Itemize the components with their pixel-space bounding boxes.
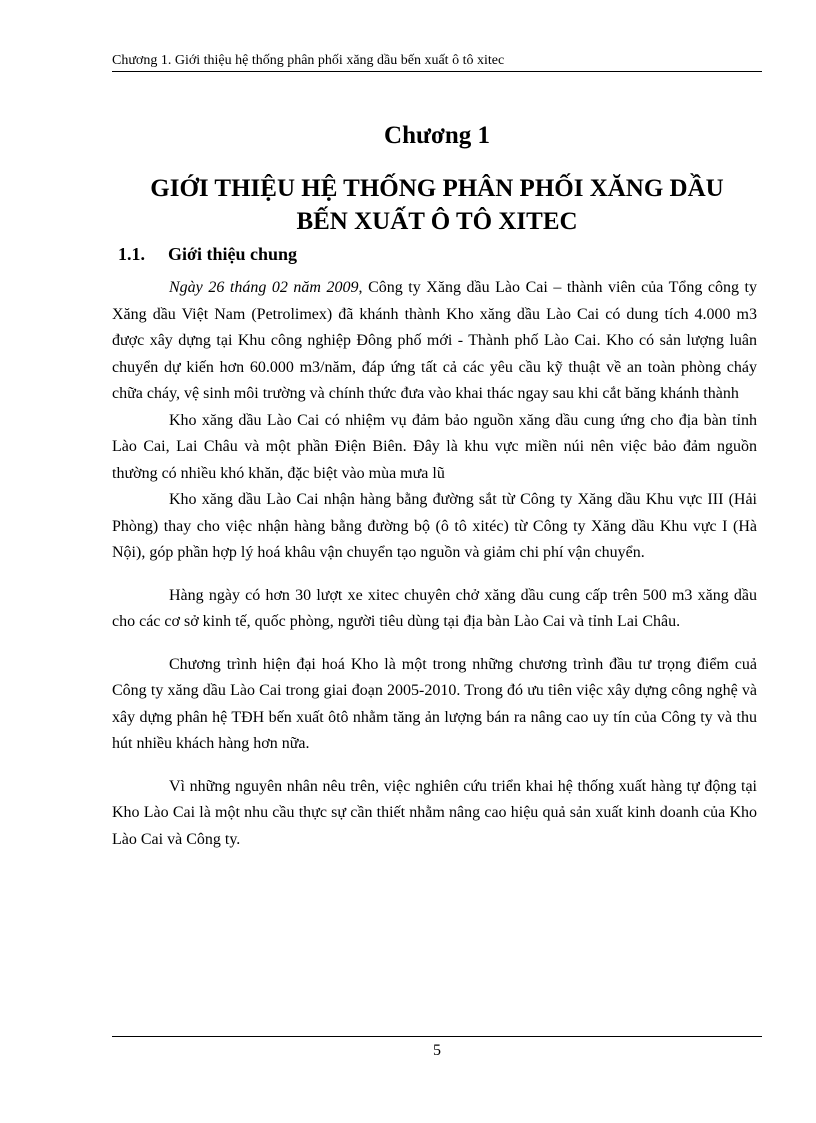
- chapter-title-line-1: GIỚI THIỆU HỆ THỐNG PHÂN PHỐI XĂNG DẦU: [150, 175, 724, 202]
- paragraph-1: [112, 275, 757, 408]
- chapter-number: Chương 1: [384, 122, 490, 149]
- running-header: Chương 1. Giới thiệu hệ thống phân phối xăng dầu bến xuất ô tô xitec: [112, 53, 505, 68]
- paragraph-1-date: Ngày 26 tháng 02 năm 2009: [169, 279, 359, 296]
- body-text: [112, 275, 757, 853]
- paragraph-5: Chương trình hiện đại hoá Kho là một trong những chương trình đầu tư trọng điểm cuả Công ty xăng dầu Lào Cai trong giai đoạn 2005-2010. Trong đó ưu tiên việc xây dựng công nghệ và xây dựng phân hệ TĐH bến xuất ôtô nhằm tăng ản lượng bán ra nâng cao uy tín của Công ty và thu hút nhiều khách hàng hơn nữa.: [112, 655, 757, 752]
- section-heading: [118, 242, 297, 266]
- paragraph-4: Hàng ngày có hơn 30 lượt xe xitec chuyên chở xăng dầu cung cấp trên 500 m3 xăng dầu cho các cơ sở kinh tế, quốc phòng, người tiêu dùng tại địa bàn Lào Cai và tỉnh Lai Châu.: [112, 586, 757, 630]
- section-title: Giới thiệu chung: [168, 244, 297, 264]
- page-number: 5: [433, 1042, 441, 1059]
- paragraph-1-text: , Công ty Xăng dầu Lào Cai – thành viên của Tổng công ty Xăng dầu Việt Nam (Petrolimex) đã khánh thành Kho xăng dầu Lào Cai có dung tích 4.000 m3 được xây dựng tại Khu công nghiệp Đông phố mới - Thành phố Lào Cai. Kho có sản lượng luân chuyển dự kiến hơn 60.000 m3/năm, đáp ứng tất cả các yêu cầu kỹ thuật về an toàn phòng cháy chữa cháy, vệ sinh môi trường và chính thức đưa vào khai thác ngay sau khi cắt băng khánh thành: [112, 279, 757, 402]
- section-number: 1.1.: [118, 244, 145, 264]
- paragraph-2: Kho xăng dầu Lào Cai có nhiệm vụ đảm bảo nguồn xăng dầu cung ứng cho địa bàn tỉnh Lào Cai, Lai Châu và một phần Điện Biên. Đây là khu vực miền núi nên việc bảo đảm nguồn thường có nhiều khó khăn, đặc biệt vào mùa mưa lũ: [112, 411, 757, 482]
- paragraph-6: Vì những nguyên nhân nêu trên, việc nghiên cứu triển khai hệ thống xuất hàng tự động tại Kho Lào Cai là một nhu cầu thực sự cần thiết nhằm nâng cao hiệu quả sản xuất kinh doanh của Kho Lào Cai và Công ty.: [112, 777, 757, 848]
- footer-divider: [112, 1036, 762, 1037]
- header-divider: [112, 71, 762, 72]
- paragraph-3: Kho xăng dầu Lào Cai nhận hàng bằng đường sắt từ Công ty Xăng dầu Khu vực III (Hải Phòng) thay cho việc nhận hàng bằng đường bộ (ô tô xitéc) từ Công ty Xăng dầu Khu vực I (Hà Nội), góp phần hợp lý hoá khâu vận chuyển tạo nguồn và giảm chi phí vận chuyển.: [112, 491, 757, 561]
- chapter-title-line-2: BẾN XUẤT Ô TÔ XITEC: [296, 208, 578, 235]
- chapter-title: [112, 172, 762, 238]
